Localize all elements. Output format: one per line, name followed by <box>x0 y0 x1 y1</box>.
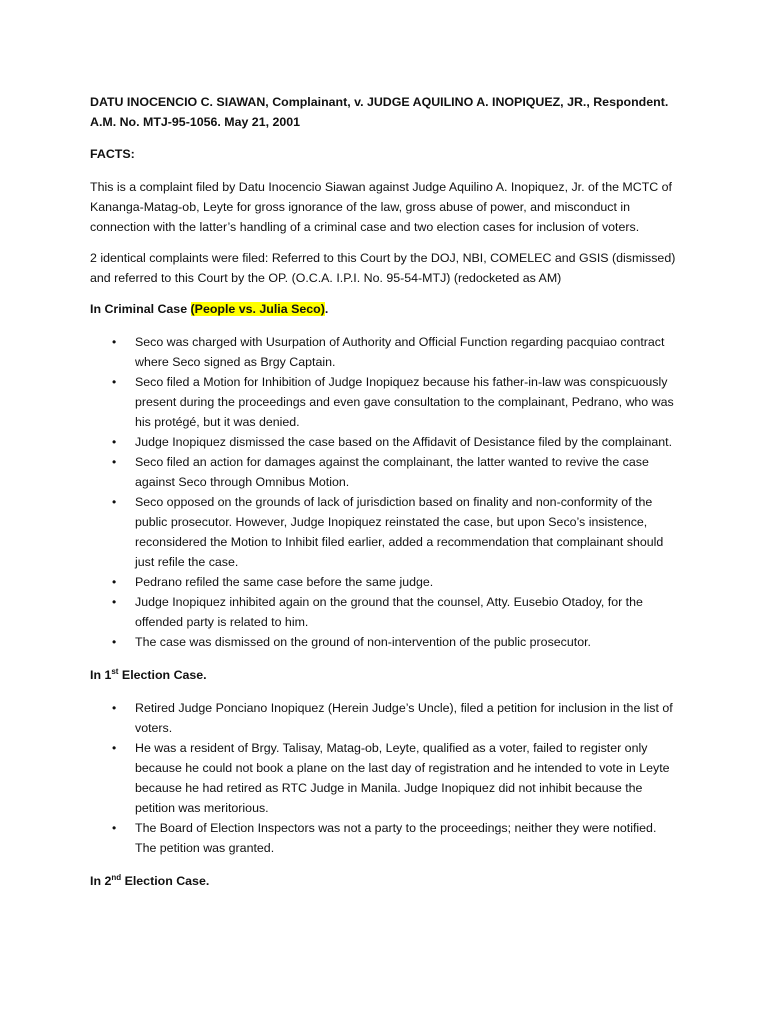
list-item-text: Judge Inopiquez inhibited again on the ground that the counsel, Atty. Eusebio Otadoy, for the offended party is related to him. <box>135 595 643 629</box>
bullet-icon: • <box>112 435 117 449</box>
list-item-text: He was a resident of Brgy. Talisay, Matag-ob, Leyte, qualified as a voter, failed to register only because he could not book a plane on the last day of registration and he intended to vote in Leyte because he had retired as RTC Judge in Manila. Judge Inopiquez did not inhibit because the petition was meritorious. <box>135 741 670 815</box>
bullet-icon: • <box>112 821 117 835</box>
election-case-2-suffix: Election Case. <box>121 874 210 888</box>
election-case-1-ordinal: st <box>111 666 119 676</box>
list-item <box>90 432 680 452</box>
intro-paragraph: This is a complaint filed by Datu Inocencio Siawan against Judge Aquilino A. Inopiquez, Jr. of the MCTC of Kananga-Matag-ob, Leyte for gross ignorance of the law, gross abuse of power, and misconduct in connection with the latter’s handling of a criminal case and two election cases for inclusion of voters. <box>90 180 672 234</box>
highlighted-case-name: (People vs. Julia Seco) <box>190 302 325 316</box>
document-page <box>90 92 680 904</box>
election-case-2-prefix: In 2 <box>90 874 112 888</box>
list-item-text: Seco filed a Motion for Inhibition of Judge Inopiquez because his father-in-law was conspicuously present during the proceedings and even gave consultation to the complainant, Pedrano, who was his protégé, but it was denied. <box>135 375 674 429</box>
election-case-2-heading <box>90 871 680 891</box>
criminal-case-list <box>90 332 680 652</box>
list-item <box>90 818 680 858</box>
bullet-icon: • <box>112 335 117 349</box>
list-item-text: Retired Judge Ponciano Inopiquez (Herein Judge’s Uncle), filed a petition for inclusion in the list of voters. <box>135 701 673 735</box>
election-case-1-prefix: In 1 <box>90 668 112 682</box>
list-item-text: Judge Inopiquez dismissed the case based on the Affidavit of Desistance filed by the complainant. <box>135 435 673 449</box>
list-item <box>90 372 680 432</box>
list-item <box>90 698 680 738</box>
election-case-1-suffix: Election Case. <box>118 668 207 682</box>
list-item-text: Pedrano refiled the same case before the same judge. <box>135 575 434 589</box>
bullet-icon: • <box>112 455 117 469</box>
criminal-case-heading <box>90 299 680 319</box>
list-item-text: The case was dismissed on the ground of non-intervention of the public prosecutor. <box>135 635 591 649</box>
list-item-text: Seco filed an action for damages against the complainant, the latter wanted to revive the case against Seco through Omnibus Motion. <box>135 455 649 489</box>
criminal-case-heading-suffix: . <box>324 302 329 316</box>
list-item <box>90 572 680 592</box>
election-case-1-heading <box>90 665 680 685</box>
criminal-case-heading-prefix: In Criminal Case <box>90 302 191 316</box>
list-item <box>90 452 680 492</box>
list-item-text: The Board of Election Inspectors was not a party to the proceedings; neither they were notified. The petition was granted. <box>135 821 657 855</box>
list-item <box>90 592 680 632</box>
list-item <box>90 632 680 652</box>
complaints-paragraph: 2 identical complaints were filed: Referred to this Court by the DOJ, NBI, COMELEC and GSIS (dismissed) and referred to this Court by the OP. (O.C.A. I.P.I. No. 95-54-MTJ) (redocketed as AM) <box>90 251 676 285</box>
list-item-text: Seco opposed on the grounds of lack of jurisdiction based on finality and non-conformity of the public prosecutor. However, Judge Inopiquez reinstated the case, but upon Seco’s insistence, reconsidered the Motion to Inhibit filed earlier, added a recommendation that complainant should just refile the case. <box>135 495 664 569</box>
list-item <box>90 492 680 572</box>
election-case-2-ordinal: nd <box>111 872 122 882</box>
election-case-1-list <box>90 698 680 858</box>
bullet-icon: • <box>112 575 117 589</box>
list-item <box>90 332 680 372</box>
bullet-icon: • <box>112 701 117 715</box>
bullet-icon: • <box>112 375 117 389</box>
case-title: DATU INOCENCIO C. SIAWAN, Complainant, v. JUDGE AQUILINO A. INOPIQUEZ, JR., Respondent. A.M. No. MTJ-95-1056. May 21, 2001 <box>90 95 669 129</box>
list-item-text: Seco was charged with Usurpation of Authority and Official Function regarding pacquiao contract where Seco signed as Brgy Captain. <box>135 335 665 369</box>
list-item <box>90 738 680 818</box>
bullet-icon: • <box>112 495 117 509</box>
bullet-icon: • <box>112 741 117 755</box>
bullet-icon: • <box>112 635 117 649</box>
facts-heading: FACTS: <box>90 147 135 161</box>
bullet-icon: • <box>112 595 117 609</box>
